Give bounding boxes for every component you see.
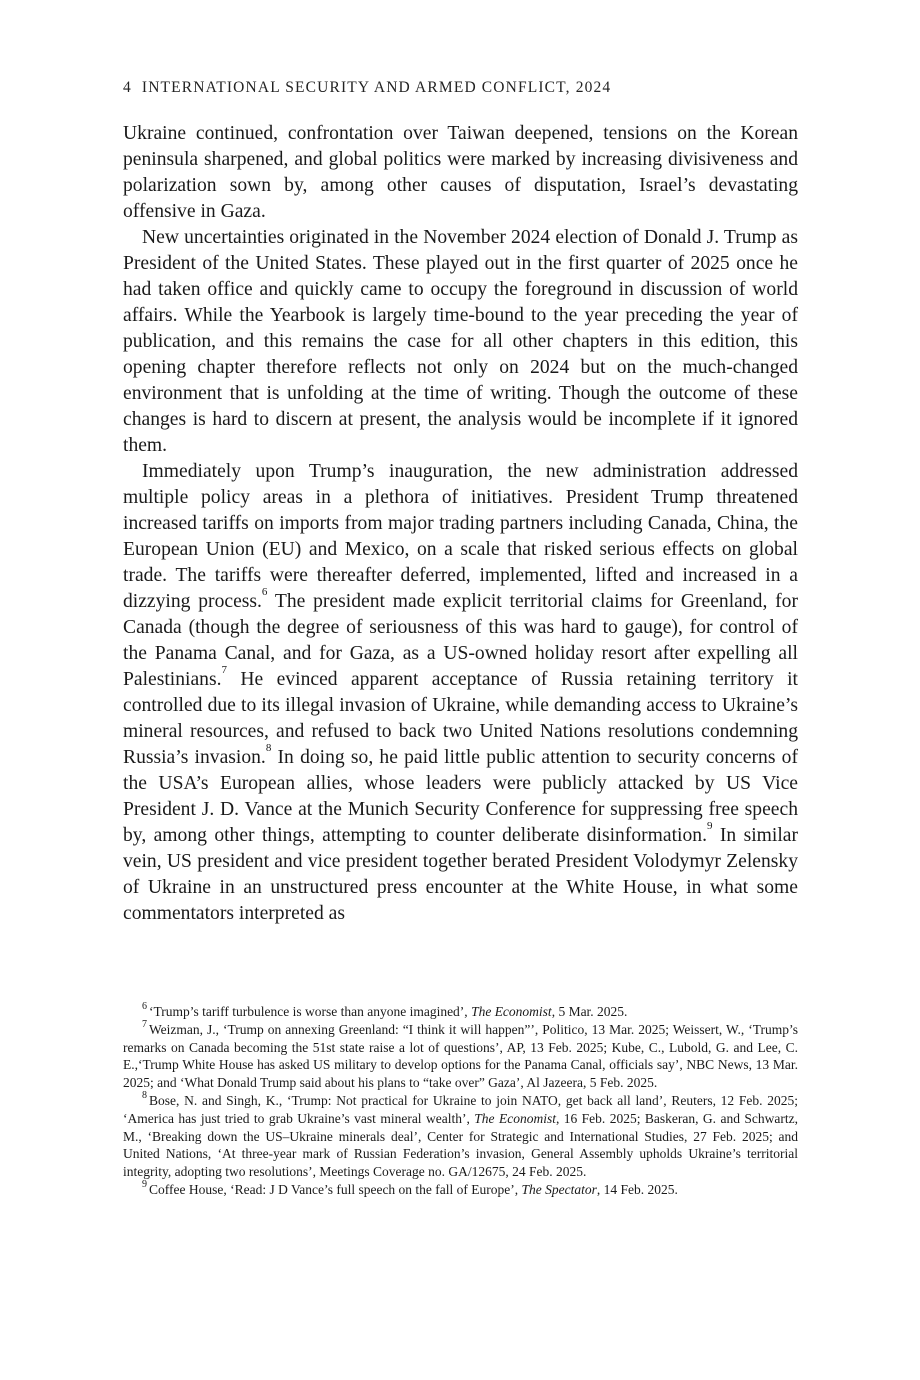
footnote-6-number: 6: [142, 1001, 147, 1012]
footnote-8-source: The Economist: [474, 1110, 556, 1126]
footnote-ref-6[interactable]: 6: [261, 586, 268, 598]
page-number: 4: [123, 79, 132, 96]
footnote-9-text: Coffee House, ‘Read: J D Vance’s full speech on the fall of Europe’,: [149, 1181, 522, 1197]
footnote-6: [123, 1003, 798, 1021]
footnotes: [123, 1003, 798, 1199]
paragraph-3-part-a: Immediately upon Trump’s inauguration, the new administration addressed multiple policy areas in a plethora of initiatives. President Trump threatened increased tariffs on imports from major trading partners including Canada, China, the European Union (EU) and Mexico, on a scale that risked serious effects on global trade. The tariffs were thereafter deferred, implemented, lifted and increased in a dizzying process.: [123, 461, 798, 612]
body-text: [123, 121, 798, 927]
paragraph-1: Ukraine continued, confrontation over Taiwan deepened, tensions on the Korean peninsula sharpened, and global politics were marked by increasing divisiveness and polarization sown by, among other causes of disputation, Israel’s devastating offensive in Gaza.: [123, 123, 798, 222]
footnote-7-text: Weizman, J., ‘Trump on annexing Greenland: “I think it will happen”’, Politico, 13 Mar. 2025; Weissert, W., ‘Trump’s remarks on Canada becoming the 51st state raise a lot of questions’, AP, 13 Feb. 2025; Kube, C., Lubold, G. and Lee, C. E.,‘Trump White House has asked US military to develop options for the Panama Canal, officials say’, NBC News, 13 Mar. 2025; and ‘What Donald Trump said about his plans to “take over” Gaza’, Al Jazeera, 5 Feb. 2025.: [123, 1021, 798, 1091]
footnote-6-text: ‘Trump’s tariff turbulence is worse than anyone imagined’,: [149, 1004, 472, 1019]
footnote-8-text: Bose, N. and Singh, K., ‘Trump: Not practical for Ukraine to join NATO, get back all land’, Reuters, 12 Feb. 2025; ‘America has just tried to grab Ukraine’s vast mineral wealth’,: [123, 1092, 798, 1126]
footnote-8-number: 8: [142, 1089, 147, 1101]
paragraph-3-part-b: The president made explicit territorial claims for Greenland, for Canada (though the degree of seriousness of this was hard to gauge), for control of the Panama Canal, and for Gaza, as a US-owned holiday resort after expelling all Palestinians.: [123, 591, 798, 690]
footnote-6-source: The Economist: [471, 1004, 552, 1019]
paragraph-3-part-d: In doing so, he paid little public attention to security concerns of the USA’s European allies, whose leaders were publicly attacked by US Vice President J. D. Vance at the Munich Security Conference for suppressing free speech by, among other things, attempting to counter deliberate disinformation.: [123, 747, 798, 846]
footnote-9: [123, 1178, 798, 1199]
paragraph-2: New uncertainties originated in the November 2024 election of Donald J. Trump as President of the United States. These played out in the first quarter of 2025 once he had taken office and quickly came to occupy the foreground in discussion of world affairs. While the Yearbook is largely time-bound to the year preceding the year of publication, and this remains the case for all other chapters in this edition, this opening chapter therefore reflects not only on 2024 but on the much-changed environment that is unfolding at the time of writing. Though the outcome of these changes is hard to discern at present, the analysis would be incomplete if it ignored them.: [123, 227, 798, 456]
footnote-8: [123, 1089, 799, 1181]
footnote-9-number: 9: [142, 1178, 147, 1190]
footnote-7: [123, 1018, 798, 1092]
footnote-9-source: The Spectator: [521, 1181, 597, 1197]
running-head: [123, 79, 611, 97]
footnote-ref-9[interactable]: 9: [706, 820, 713, 832]
footnote-7-number: 7: [142, 1018, 147, 1030]
paragraph-3-part-e: In similar vein, US president and vice president together berated President Volodymyr Zelensky of Ukraine in an unstructured press encounter at the White House, in what some commentators interpreted as: [123, 825, 798, 924]
footnote-8-text-cont: , 16 Feb. 2025; Baskeran, G. and Schwartz, M., ‘Breaking down the US–Ukraine minerals deal’, Center for Strategic and International Studies, 27 Feb. 2025; and United Nations, ‘At three-year mark of Russian Federation’s invasion, General Assembly upholds Ukraine’s territorial integrity, adopting two resolutions’, Meetings Coverage no. GA/12675, 24 Feb. 2025.: [123, 1110, 799, 1180]
running-head-title: INTERNATIONAL SECURITY AND ARMED CONFLICT, 2024: [141, 79, 612, 96]
footnote-9-date: , 14 Feb. 2025.: [596, 1181, 678, 1197]
paragraph-3: [123, 459, 798, 927]
footnote-6-date: , 5 Mar. 2025.: [551, 1004, 628, 1019]
footnote-ref-8[interactable]: 8: [265, 742, 272, 754]
paragraph-3-part-c: He evinced apparent acceptance of Russia retaining territory it controlled due to its illegal invasion of Ukraine, while demanding access to Ukraine’s mineral resources, and refused to back two United Nations resolutions condemning Russia’s invasion.: [123, 669, 798, 768]
footnote-ref-7[interactable]: 7: [221, 664, 228, 676]
